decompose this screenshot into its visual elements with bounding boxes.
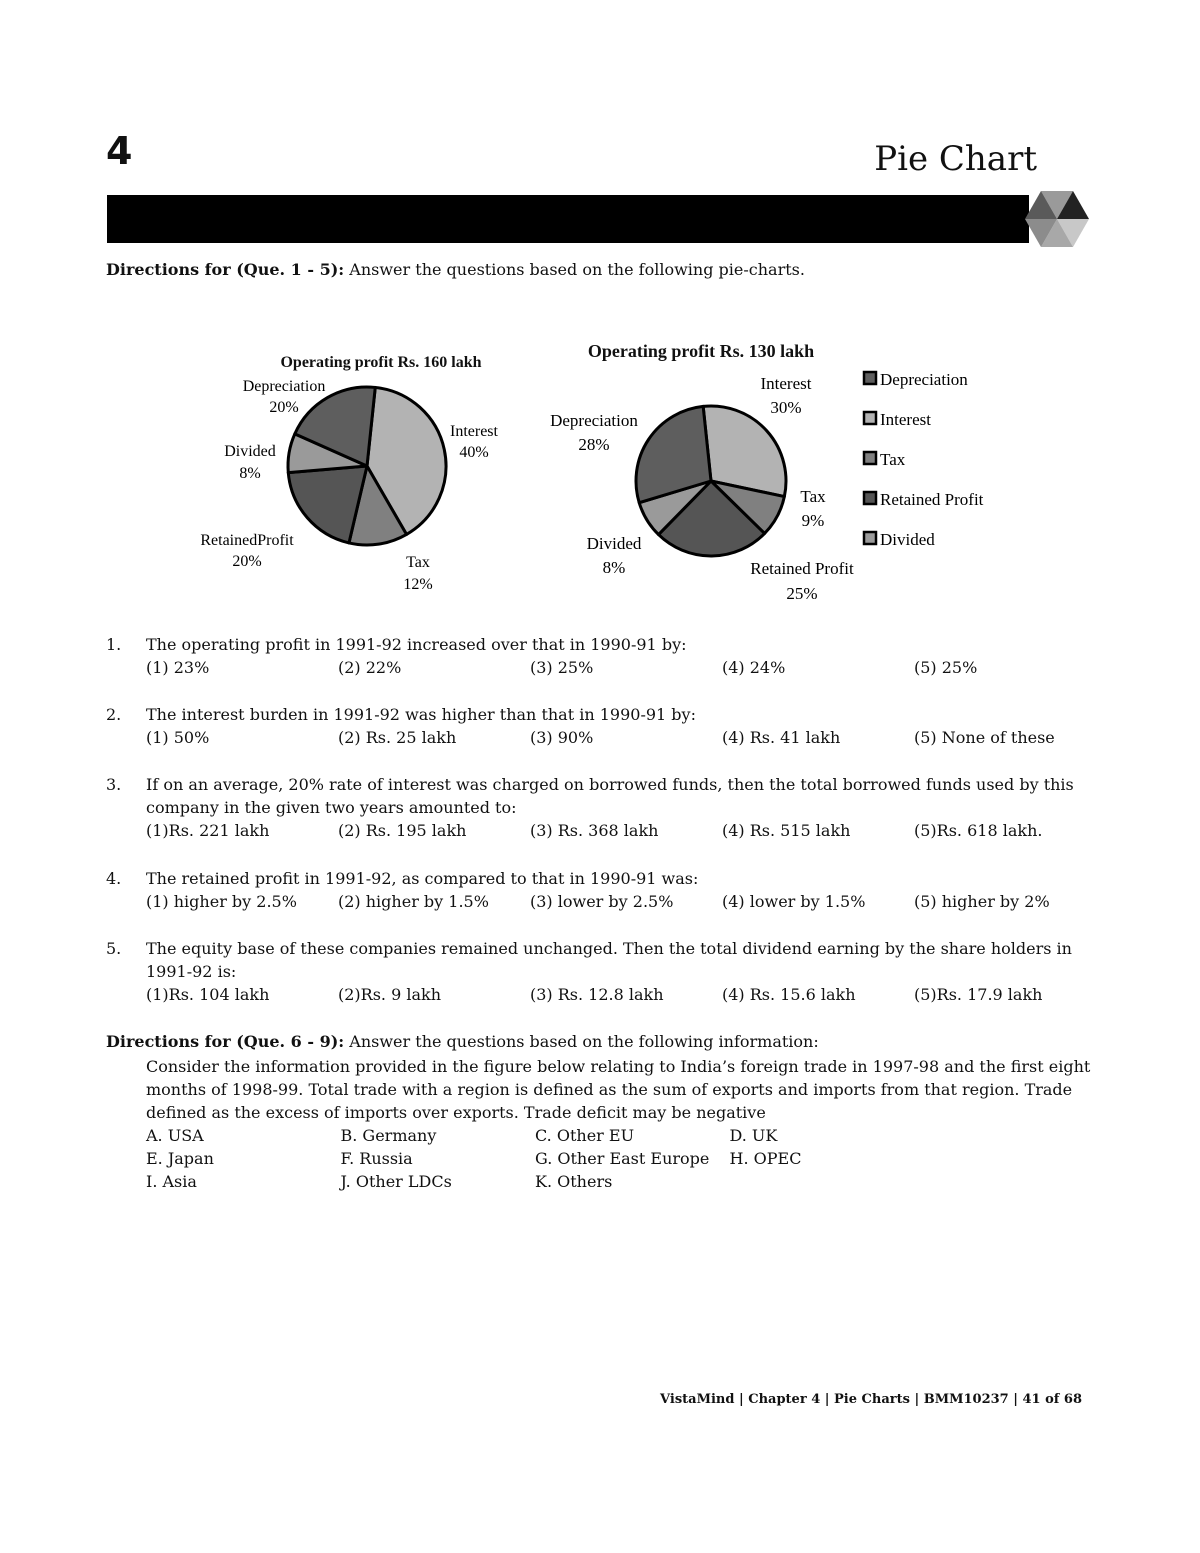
page-footer: VistaMind | Chapter 4 | Pie Charts | BMM10237 | 41 of 68 <box>660 1392 1082 1407</box>
option: (2) 22% <box>338 658 402 677</box>
option: (4) lower by 1.5% <box>722 892 866 911</box>
question-stem: The retained profit in 1991-92, as compared to that in 1990-91 was: <box>146 869 699 888</box>
chart1-label-retained-profit: RetainedProfit <box>200 532 294 549</box>
region-item: B. Germany <box>340 1126 437 1145</box>
legend-swatch <box>864 532 876 544</box>
option: (3) lower by 2.5% <box>530 892 674 911</box>
chart2-value-tax: 9% <box>801 511 825 530</box>
option: (5) None of these <box>914 728 1055 747</box>
question-stem: If on an average, 20% rate of interest was charged on borrowed funds, then the total borrowed funds used by this company in the given two years amounted to: <box>146 775 1074 817</box>
legend-label: Interest <box>880 410 931 429</box>
question-2 <box>106 703 1106 749</box>
option: (2) Rs. 195 lakh <box>338 821 467 840</box>
chart1-value-tax: 12% <box>403 576 433 593</box>
chart2-value-divided: 8% <box>602 558 626 577</box>
option: (3) Rs. 368 lakh <box>530 821 659 840</box>
chart1-value-depreciation: 20% <box>269 399 299 416</box>
directions-2-info <box>146 1055 1101 1193</box>
chart2-value-retained-profit: 25% <box>786 584 818 603</box>
legend-swatch <box>864 492 876 504</box>
question-stem: The interest burden in 1991-92 was higher than that in 1990-91 by: <box>146 705 696 724</box>
pie-charts <box>0 0 1200 620</box>
chart2-label-tax: Tax <box>800 487 826 506</box>
chapter-title: Pie Chart <box>874 139 1037 179</box>
chart1-title: Operating profit Rs. 160 lakh <box>280 354 482 371</box>
directions-2 <box>106 1031 819 1053</box>
chart2-label-depreciation: Depreciation <box>550 411 638 430</box>
region-item: C. Other EU <box>535 1126 635 1145</box>
option: (3) 25% <box>530 658 594 677</box>
region-item: K. Others <box>535 1172 613 1191</box>
option: (1) 23% <box>146 658 210 677</box>
question-number: 1. <box>106 635 122 654</box>
question-4 <box>106 867 1106 913</box>
legend-label: Tax <box>880 450 906 469</box>
option: (1) higher by 2.5% <box>146 892 297 911</box>
option: (5) 25% <box>914 658 978 677</box>
option: (4) 24% <box>722 658 786 677</box>
region-item: D. UK <box>729 1126 778 1145</box>
question-stem: The equity base of these companies remained unchanged. Then the total dividend earning by the share holders in 1991-92 is: <box>146 939 1072 981</box>
chart1-value-retained-profit: 20% <box>232 553 262 570</box>
legend-label: Retained Profit <box>880 490 984 509</box>
chart1-label-depreciation: Depreciation <box>242 378 326 395</box>
question-number: 3. <box>106 775 122 794</box>
chart2-value-depreciation: 28% <box>578 435 610 454</box>
option: (2)Rs. 9 lakh <box>338 985 442 1004</box>
option: (3) Rs. 12.8 lakh <box>530 985 664 1004</box>
directions-2-paragraph: Consider the information provided in the figure below relating to India’s foreign trade in 1997-98 and the first eight months of 1998-99. Total trade with a region is defined as the sum of exports and imports from that region. Trade defined as the excess of imports over exports. Trade deficit may be negative <box>146 1057 1091 1122</box>
chapter-number: 4 <box>106 129 133 173</box>
option: (4) Rs. 41 lakh <box>722 728 841 747</box>
option: (5)Rs. 17.9 lakh <box>914 985 1043 1004</box>
chart1-label-interest: Interest <box>450 423 498 440</box>
region-item: F. Russia <box>340 1149 413 1168</box>
option: (1)Rs. 221 lakh <box>146 821 270 840</box>
chart2-label-interest: Interest <box>760 374 812 393</box>
chart1-label-tax: Tax <box>406 554 430 571</box>
option: (2) higher by 1.5% <box>338 892 489 911</box>
region-list <box>146 1124 1101 1193</box>
chart2-legend <box>864 370 984 549</box>
region-item: A. USA <box>146 1126 204 1145</box>
legend-label: Divided <box>880 530 935 549</box>
region-item: G. Other East Europe <box>535 1149 710 1168</box>
option: (5) higher by 2% <box>914 892 1050 911</box>
chart2-value-interest: 30% <box>770 398 802 417</box>
legend-label: Depreciation <box>880 370 968 389</box>
directions-2-label: Directions for (Que. 6 - 9): <box>106 1032 345 1051</box>
region-item: I. Asia <box>146 1172 197 1191</box>
option: (1) 50% <box>146 728 210 747</box>
question-number: 5. <box>106 939 122 958</box>
option: (1)Rs. 104 lakh <box>146 985 270 1004</box>
directions-1-text: Answer the questions based on the following pie-charts. <box>344 260 805 279</box>
question-3 <box>106 773 1106 842</box>
directions-1-label: Directions for (Que. 1 - 5): <box>106 260 345 279</box>
chart1-value-interest: 40% <box>459 444 489 461</box>
chart1-label-divided: Divided <box>224 443 276 460</box>
pie-chart-1 <box>288 387 446 545</box>
directions-2-text: Answer the questions based on the following information: <box>344 1032 819 1051</box>
question-number: 4. <box>106 869 122 888</box>
option: (4) Rs. 15.6 lakh <box>722 985 856 1004</box>
region-item: H. OPEC <box>729 1149 802 1168</box>
region-item: E. Japan <box>146 1149 214 1168</box>
chart2-label-divided: Divided <box>586 534 642 553</box>
option: (5)Rs. 618 lakh. <box>914 821 1043 840</box>
chart2-title: Operating profit Rs. 130 lakh <box>587 341 815 361</box>
chart2-label-retained-profit: Retained Profit <box>750 559 854 578</box>
region-item: J. Other LDCs <box>340 1172 452 1191</box>
question-stem: The operating profit in 1991-92 increased over that in 1990-91 by: <box>146 635 687 654</box>
question-5 <box>106 937 1106 1006</box>
option: (3) 90% <box>530 728 594 747</box>
legend-swatch <box>864 372 876 384</box>
legend-swatch <box>864 412 876 424</box>
legend-swatch <box>864 452 876 464</box>
question-number: 2. <box>106 705 122 724</box>
option: (2) Rs. 25 lakh <box>338 728 457 747</box>
pie-chart-2 <box>636 406 786 556</box>
option: (4) Rs. 515 lakh <box>722 821 851 840</box>
chart1-value-divided: 8% <box>239 465 261 482</box>
question-1 <box>106 633 1106 679</box>
